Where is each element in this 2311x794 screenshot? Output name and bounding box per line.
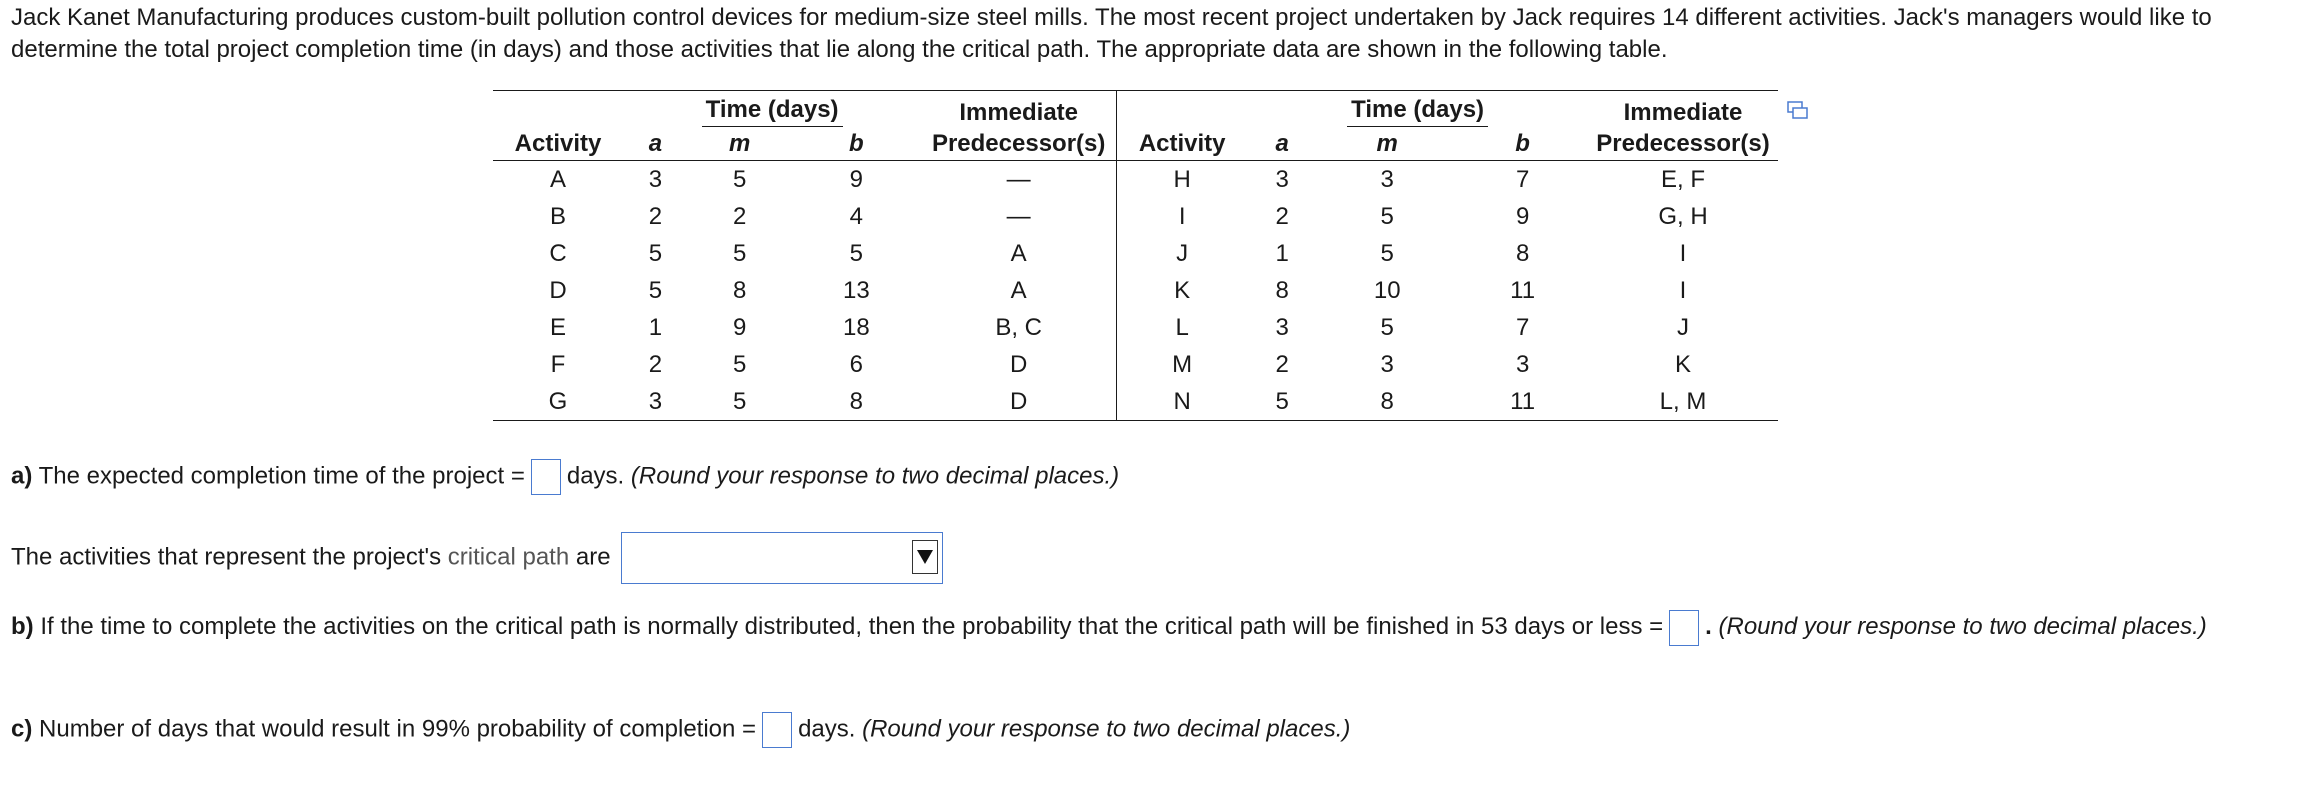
table-header-row-1 — [493, 91, 1778, 128]
cell-act2: K — [1174, 276, 1191, 304]
cell-a2: 2 — [1275, 350, 1289, 378]
cell-a: 5 — [648, 239, 663, 267]
cell-act2: M — [1172, 350, 1193, 378]
time-days-header: Time (days) — [1347, 96, 1488, 127]
table-row — [493, 383, 1778, 421]
question-c: c) Number of days that would result in 99% probability of completion = days. (Round your response to two decimal places.) — [11, 712, 1350, 748]
critical-path-dropdown[interactable] — [621, 532, 943, 584]
table-row — [493, 272, 1778, 309]
cell-act: E — [549, 313, 566, 341]
predecessor-col-header: Predecessor(s) — [921, 127, 1117, 161]
cell-act: G — [548, 387, 568, 415]
cell-m2: 3 — [1380, 165, 1394, 193]
m-col-header: m — [1317, 127, 1457, 161]
cell-a: 3 — [648, 387, 663, 415]
problem-statement: Jack Kanet Manufacturing produces custom-built pollution control devices for medium-size steel mills. The most recent project undertaken by Jack requires 14 different activities. Jack's managers would like to determine the total project completion time (in days) and those activities that lie along the critical path. The appropriate data are shown in the following table. — [11, 4, 2212, 63]
cell-pred: A — [921, 272, 1117, 309]
b-col-header: b — [1457, 127, 1588, 161]
activity-col-header: Activity — [493, 127, 623, 161]
cell-m: 5 — [732, 387, 747, 415]
activity-table — [493, 90, 1778, 421]
cell-a: 5 — [648, 276, 663, 304]
table-row — [493, 161, 1778, 199]
cell-b: 6 — [849, 350, 863, 378]
critical-path-question: The activities that represent the project's critical path are — [11, 532, 943, 584]
cell-pred: D — [921, 383, 1117, 421]
cell-m: 5 — [732, 239, 747, 267]
cell-pred2: I — [1679, 276, 1687, 304]
table-row — [493, 309, 1778, 346]
table-header-row-2 — [493, 127, 1778, 161]
cell-a2: 5 — [1275, 387, 1289, 415]
cell-act: D — [549, 276, 567, 304]
predecessor-header: Immediate — [921, 91, 1117, 128]
cell-b: 4 — [849, 202, 863, 230]
cell-m: 5 — [732, 350, 747, 378]
cell-a: 2 — [648, 350, 663, 378]
cell-pred: D — [921, 346, 1117, 383]
table-row — [493, 346, 1778, 383]
cell-act: F — [550, 350, 566, 378]
cell-m: 9 — [732, 313, 747, 341]
cell-b2: 7 — [1515, 165, 1530, 193]
cell-b2: 8 — [1515, 239, 1530, 267]
cell-pred2: L, M — [1659, 387, 1707, 415]
question-a: a) The expected completion time of the project = days. (Round your response to two decimal places.) — [11, 459, 1119, 495]
cell-pred2: J — [1677, 313, 1689, 341]
cell-b: 8 — [849, 387, 863, 415]
cell-pred: — — [921, 198, 1117, 235]
cell-m2: 8 — [1380, 387, 1394, 415]
question-b: b) If the time to complete the activities on the critical path is normally distributed, then the probability that the critical path will be finished in 53 days or less = . (Round your response to two decimal places.) — [11, 608, 2301, 646]
cell-b2: 3 — [1515, 350, 1530, 378]
chevron-down-icon[interactable] — [912, 540, 938, 574]
cell-a: 3 — [648, 165, 663, 193]
cell-act2: N — [1173, 387, 1191, 415]
cell-b2: 11 — [1510, 387, 1536, 415]
cell-a2: 2 — [1275, 202, 1289, 230]
cell-act2: J — [1176, 239, 1189, 267]
a-col-header: a — [623, 127, 688, 161]
cell-act2: I — [1178, 202, 1186, 230]
copy-table-icon[interactable] — [1787, 101, 1809, 121]
cell-b: 5 — [849, 239, 863, 267]
table-row — [493, 235, 1778, 272]
activity-col-header: Activity — [1117, 127, 1248, 161]
cell-a: 2 — [648, 202, 663, 230]
cell-pred: A — [921, 235, 1117, 272]
cell-act2: H — [1173, 165, 1191, 193]
cell-m: 2 — [732, 202, 747, 230]
completion-time-input[interactable] — [531, 459, 561, 495]
cell-pred2: E, F — [1660, 165, 1705, 193]
cell-m: 5 — [732, 165, 747, 193]
cell-a2: 3 — [1275, 313, 1289, 341]
cell-a2: 3 — [1275, 165, 1289, 193]
cell-m2: 3 — [1380, 350, 1394, 378]
table-row — [493, 198, 1778, 235]
predecessor-col-header: Predecessor(s) — [1588, 127, 1778, 161]
cell-a2: 8 — [1275, 276, 1289, 304]
cell-a2: 1 — [1275, 239, 1289, 267]
b-col-header: b — [791, 127, 921, 161]
cell-m: 8 — [732, 276, 747, 304]
cell-pred2: I — [1679, 239, 1687, 267]
cell-act: A — [549, 165, 566, 193]
cell-pred: B, C — [921, 309, 1117, 346]
a-col-header: a — [1247, 127, 1317, 161]
cell-m2: 10 — [1373, 276, 1401, 304]
critical-path-term[interactable]: critical path — [447, 543, 570, 571]
cell-pred: — — [921, 161, 1117, 199]
cell-b: 9 — [849, 165, 863, 193]
cell-m2: 5 — [1380, 239, 1394, 267]
m-col-header: m — [688, 127, 792, 161]
cell-b: 18 — [842, 313, 870, 341]
cell-m2: 5 — [1380, 313, 1394, 341]
cell-act: C — [549, 239, 567, 267]
time-days-header: Time (days) — [702, 96, 843, 127]
cell-pred2: K — [1674, 350, 1691, 378]
cell-b2: 11 — [1510, 276, 1536, 304]
cell-a: 1 — [648, 313, 663, 341]
cell-m2: 5 — [1380, 202, 1394, 230]
cell-act2: L — [1175, 313, 1189, 341]
cell-b: 13 — [842, 276, 870, 304]
cell-b2: 7 — [1515, 313, 1530, 341]
cell-act: B — [549, 202, 566, 230]
cell-pred2: G, H — [1658, 202, 1708, 230]
probability-input[interactable] — [1669, 610, 1699, 646]
predecessor-header: Immediate — [1623, 99, 1743, 126]
days-99-input[interactable] — [762, 712, 792, 748]
cell-b2: 9 — [1515, 202, 1530, 230]
